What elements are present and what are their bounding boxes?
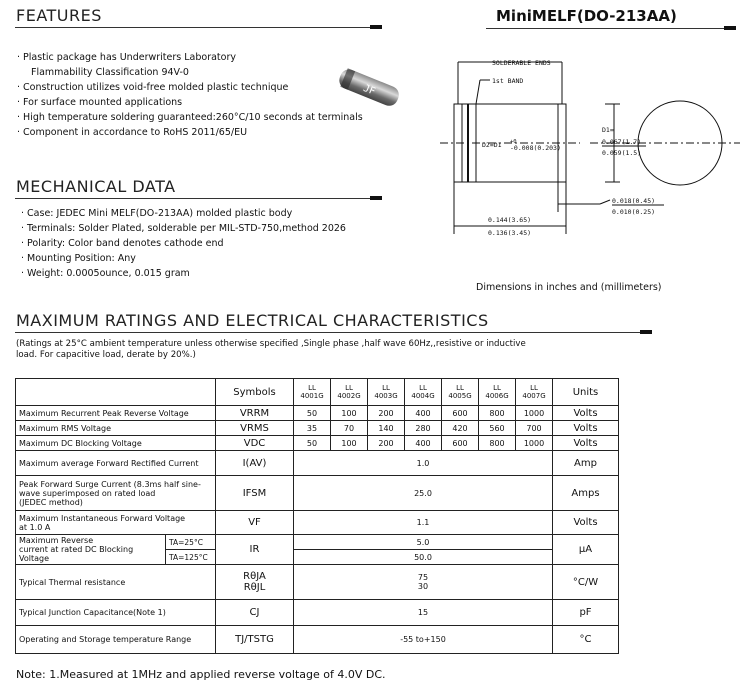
diode-marking: JF — [361, 82, 377, 98]
divider-mark — [724, 26, 736, 30]
header-units: Units — [553, 379, 619, 406]
divider — [15, 332, 651, 333]
dim-band-label: 1st BAND — [492, 77, 524, 85]
dim-d2-minus: -0.008(0.203) — [510, 144, 561, 152]
dim-d1-label: D1= — [602, 126, 614, 134]
diode-image — [330, 66, 410, 110]
table-row: Maximum DC Blocking Voltage VDC 50 100 200 400 600 800 1000 Volts — [16, 436, 619, 451]
header-symbols: Symbols — [216, 379, 294, 406]
dim-d1-min: 0.059(1.5) — [602, 149, 642, 157]
list-item: · Construction utilizes void-free molded plastic technique — [17, 82, 289, 93]
dim-len-max: 0.144(3.65) — [488, 216, 532, 224]
table-row: Maximum RMS Voltage VRMS 35 70 140 280 420 560 700 Volts — [16, 421, 619, 436]
list-item: · Weight: 0.0005ounce, 0.015 gram — [21, 268, 190, 279]
list-item: · High temperature soldering guaranteed:260°C/10 seconds at terminals — [17, 112, 363, 123]
list-item: · Polarity: Color band denotes cathode end — [21, 238, 224, 249]
dim-end-max: 0.018(0.45) — [612, 197, 656, 205]
table-row: Typical Junction Capacitance(Note 1) CJ 15 pF — [16, 600, 619, 626]
dim-solderable-label: SOLDERABLE ENDS — [492, 59, 551, 67]
divider — [486, 28, 736, 29]
table-row: Peak Forward Surge Current (8.3ms half sine- wave superimposed on rated load (JEDEC method) IFSM 25.0 Amps — [16, 476, 619, 511]
list-item: · For surface mounted applications — [17, 97, 183, 108]
table-row: Maximum average Forward Rectified Current I(AV) 1.0 Amp — [16, 451, 619, 476]
package-name: MiniMELF(DO-213AA) — [496, 7, 677, 25]
dimension-drawing — [440, 52, 740, 242]
ratings-conditions: (Ratings at 25°C ambient temperature unless otherwise specified ,Single phase ,half wave 60Hz,,resistive or inductive load. For capacitive load, derate by 20%.) — [16, 339, 526, 360]
dim-d1-max: 0.067(1.7) — [602, 138, 642, 146]
dim-d2-label: D2=D1 — [482, 141, 502, 149]
footnote: Note: 1.Measured at 1MHz and applied reverse voltage of 4.0V DC. — [16, 668, 386, 681]
table-row: TA=125°C 50.0 — [16, 550, 619, 565]
ratings-title: MAXIMUM RATINGS AND ELECTRICAL CHARACTERISTICS — [16, 311, 489, 330]
features-title: FEATURES — [16, 6, 102, 25]
ratings-table — [15, 378, 619, 654]
divider-mark — [640, 330, 652, 334]
dim-d2-plus: +0 — [510, 139, 517, 145]
divider-mark — [370, 25, 382, 29]
table-row: Maximum Recurrent Peak Reverse Voltage VRRM 50 100 200 400 600 800 1000 Volts — [16, 406, 619, 421]
table-row: Maximum Instantaneous Forward Voltage at 1.0 A VF 1.1 Volts — [16, 511, 619, 535]
features-list — [17, 50, 363, 140]
list-item: · Terminals: Solder Plated, solderable per MIL-STD-750,method 2026 — [21, 223, 346, 234]
list-item: · Plastic package has Underwriters Laboratory — [17, 52, 236, 63]
list-item: Flammability Classification 94V-0 — [31, 67, 189, 78]
divider — [15, 198, 380, 199]
table-header: Symbols LL 4001G LL 4002G LL 4003G LL 4004G LL 4005G LL 4006G LL 4007G Units — [16, 379, 619, 406]
dim-len-min: 0.136(3.45) — [488, 229, 532, 237]
list-item: · Component in accordance to RoHS 2011/65/EU — [17, 127, 248, 138]
dimension-caption: Dimensions in inches and (millimeters) — [476, 282, 662, 293]
mechanical-title: MECHANICAL DATA — [16, 177, 176, 196]
mechanical-list — [21, 206, 346, 281]
divider-mark — [370, 196, 382, 200]
table-row: Operating and Storage temperature Range TJ/TSTG -55 to+150 °C — [16, 626, 619, 654]
list-item: · Case: JEDEC Mini MELF(DO-213AA) molded plastic body — [21, 208, 293, 219]
table-row: Typical Thermal resistance RθJA RθJL 75 30 °C/W — [16, 565, 619, 600]
list-item: · Mounting Position: Any — [21, 253, 136, 264]
dim-end-min: 0.010(0.25) — [612, 208, 656, 216]
divider — [15, 27, 380, 28]
table-row: Maximum Reverse current at rated DC Blocking Voltage TA=25°C IR 5.0 µA — [16, 535, 619, 550]
